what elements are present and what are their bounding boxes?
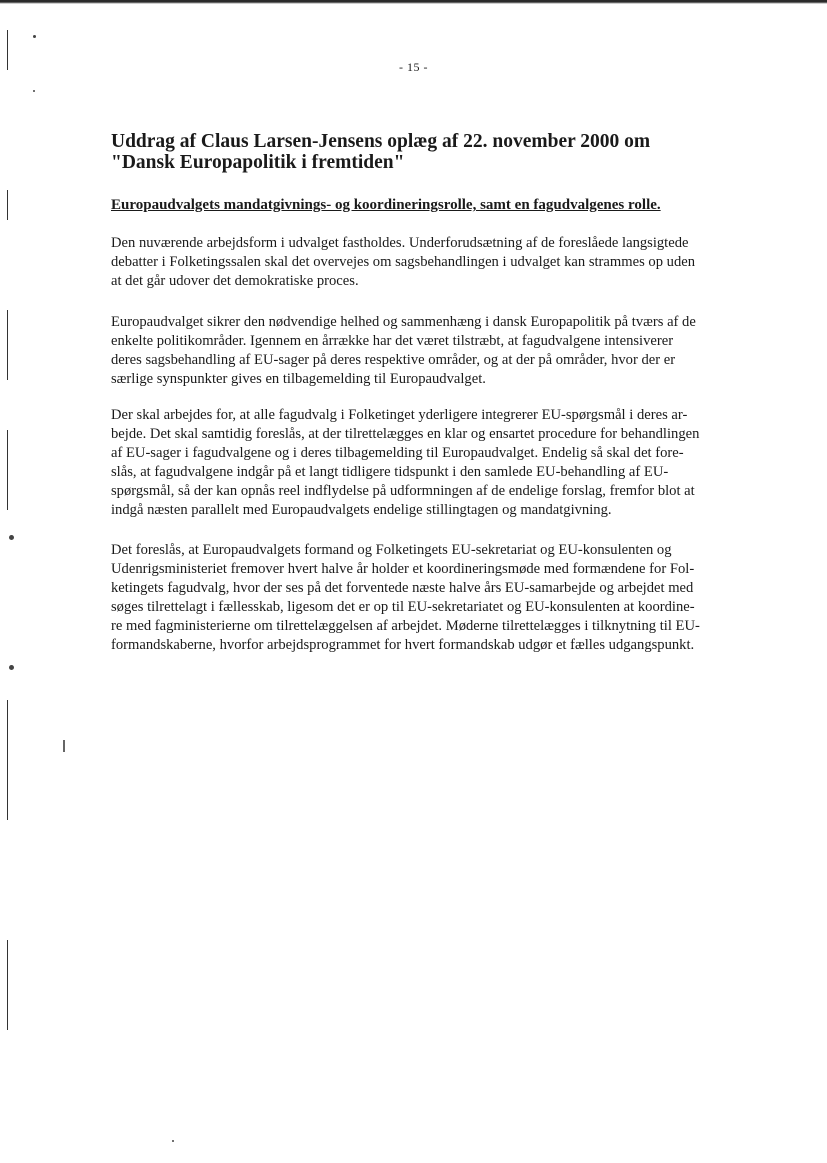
- text-line: Udenrigsministeriet fremover hvert halve år holder et koordineringsmøde med formændene for Fol-: [111, 560, 695, 577]
- scan-margin-line: [7, 430, 8, 510]
- scan-speck: [33, 90, 35, 92]
- text-line: enkelte politikområder. Igennem en årrække har det været tilstræbt, at fagudvalgene intensiverer: [111, 332, 674, 349]
- text-line: deres sagsbehandling af EU-sager på deres respektive områder, og at der på områder, hvor der er: [111, 351, 676, 368]
- scan-margin-line: [7, 190, 8, 220]
- text-line: Den nuværende arbejdsform i udvalget fastholdes. Underforudsætning af de foreslåede langsigtede: [111, 235, 689, 251]
- paragraph: [111, 541, 791, 654]
- paragraph: [111, 406, 791, 519]
- section-heading: Europaudvalgets mandatgivnings- og koordineringsrolle, samt en fagudvalgenes rolle.: [111, 197, 661, 213]
- text-line: Det foreslås, at Europaudvalgets formand og Folketingets EU-sekretariat og EU-konsulenten og: [111, 542, 672, 558]
- text-line: debatter i Folketingssalen skal det overvejes om sagsbehandlingen i udvalget kan strammes op uden: [111, 253, 696, 270]
- title-line: "Dansk Europapolitik i fremtiden": [111, 152, 405, 173]
- text-line: indgå næsten parallelt med Europaudvalgets endelige stillingtagen og mandatgivning.: [111, 501, 612, 518]
- paragraph: [111, 234, 791, 291]
- scan-margin-line: [7, 700, 8, 820]
- text-line: at det går udover det demokratiske proces.: [111, 272, 359, 289]
- text-line: søges tilrettelagt i fællesskab, ligesom det er op til EU-sekretariatet og EU-konsulenten at koordine-: [111, 598, 695, 615]
- text-line: formandskaberne, hvorfor arbejdsprogrammet for hvert formandskab udgør et fælles udgangspunkt.: [111, 636, 695, 653]
- text-line: af EU-sager i fagudvalgene og i deres tilbagemelding til Europaudvalget. Endelig så skal det fore-: [111, 444, 684, 461]
- text-line: særlige synspunkter gives en tilbagemelding til Europaudvalget.: [111, 370, 486, 387]
- scan-speck: [63, 740, 65, 752]
- text-line: slås, at fagudvalgene indgår på et langt tidligere tidspunkt i den samlede EU-behandling af EU-: [111, 463, 669, 480]
- paragraph: [111, 313, 791, 389]
- text-line: re med fagministerierne om tilrettelæggelsen af arbejdet. Møderne tilrettelægges i tilknytning til EU-: [111, 617, 700, 634]
- scan-speck: [9, 665, 14, 670]
- scan-speck: [33, 35, 36, 38]
- page-number: - 15 -: [399, 60, 428, 74]
- text-line: Der skal arbejdes for, at alle fagudvalg i Folketinget yderligere integrerer EU-spørgsmål i deres ar-: [111, 407, 688, 423]
- title-line: Uddrag af Claus Larsen-Jensens oplæg af 22. november 2000 om: [111, 131, 651, 152]
- text-line: spørgsmål, så der kan opnås reel indflydelse på udformningen af de endelige forslag, fremfor blot at: [111, 482, 695, 499]
- scan-speck: [172, 1140, 174, 1142]
- scan-margin-line: [7, 940, 8, 1030]
- document-title: [111, 131, 751, 173]
- scan-speck: [9, 535, 14, 540]
- text-line: bejde. Det skal samtidig foreslås, at der tilrettelægges en klar og ensartet procedure for behandlingen: [111, 425, 700, 442]
- scan-margin-line: [7, 310, 8, 380]
- scan-top-edge: [0, 0, 827, 4]
- text-line: ketingets fagudvalg, hvor der ses på det forventede næste halve års EU-samarbejde og arbejdet med: [111, 579, 694, 596]
- text-line: Europaudvalget sikrer den nødvendige helhed og sammenhæng i dansk Europapolitik på tværs af de: [111, 314, 696, 330]
